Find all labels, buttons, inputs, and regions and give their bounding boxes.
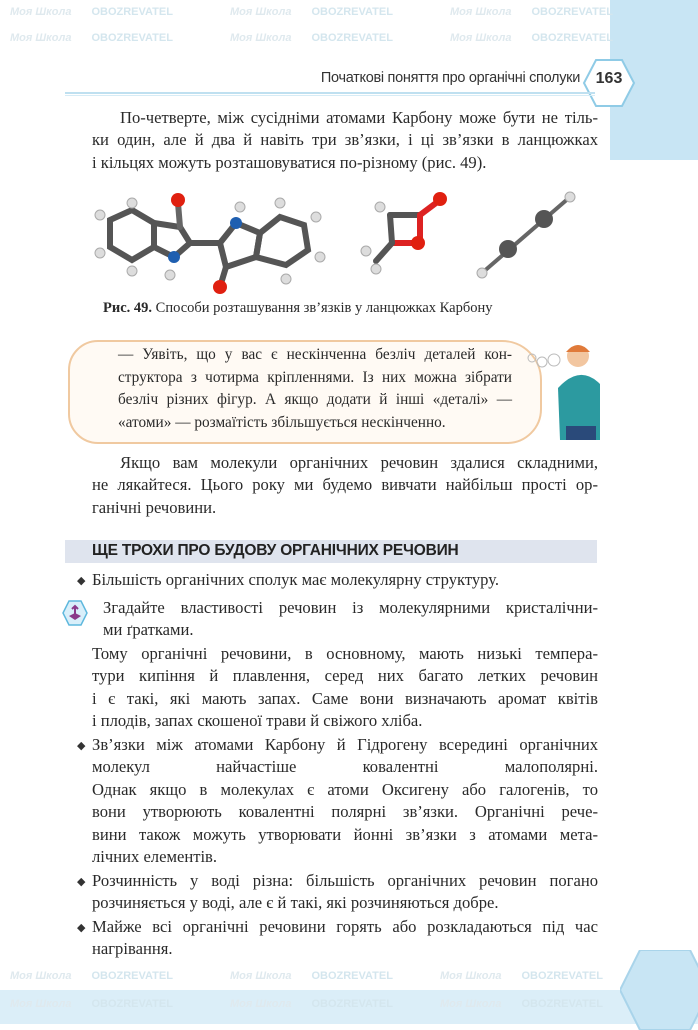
text-line: Зв’язки між атомами Карбону й Гідрогену всередині органічних	[92, 735, 598, 754]
watermark	[230, 970, 393, 983]
watermark-brand: Моя Школа	[230, 32, 292, 44]
indigo-molecule	[110, 203, 308, 287]
text-line: вини також можуть утворювати йонні зв’язки з атомами мета-	[92, 824, 598, 844]
watermark-brand: Моя Школа	[450, 32, 512, 44]
text-line: ки один, але й два й навіть три зв’язки, і ці зв’язки в ланцюжках	[92, 130, 598, 150]
text-line: і кільцях можуть розташовуватися по-різному (рис. 49).	[92, 152, 487, 172]
text-line: вони утворюють ковалентні полярні зв’язки. Органічні рече-	[92, 802, 598, 822]
text-line: тури кипіння й плавлення, серед них багато летких речовин	[92, 666, 598, 686]
text-line: ми ґратками.	[103, 620, 194, 640]
watermark	[10, 32, 173, 45]
bullet-item-3	[92, 870, 598, 915]
text-line: Тому органічні речовини, в основному, мають низькі темпера-	[92, 644, 598, 663]
watermark	[230, 6, 393, 19]
text-line: безліч різних фігур. А якщо додати й інші «деталі» —	[118, 391, 512, 408]
figure-caption-text: Способи розташування зв’язків у ланцюжках Карбону	[152, 300, 493, 316]
bottom-band	[0, 990, 698, 1024]
bullet-icon: ◆	[77, 922, 86, 934]
recall-icon	[62, 600, 88, 626]
text-line: структора з чотирма кріпленнями. Із них можна зібрати	[118, 368, 512, 386]
bullet-item-4	[92, 916, 598, 961]
watermark-brand: Моя Школа	[230, 970, 292, 982]
watermark-brand: Моя Школа	[440, 970, 502, 982]
text-line: Розчинність у воді різна: більшість органічних речовин погано	[92, 871, 598, 890]
watermark-brand: OBOZREVATEL	[91, 998, 173, 1010]
bullet-item-1	[92, 569, 598, 591]
thought-bubble-text	[118, 344, 512, 434]
text-line: — Уявіть, що у вас є нескінченна безліч деталей кон-	[118, 346, 512, 363]
paragraph-1	[92, 107, 598, 174]
bullet-icon: ◆	[77, 876, 86, 888]
paragraph-3	[92, 643, 598, 733]
figure-caption	[103, 300, 492, 317]
watermark-brand: OBOZREVATEL	[91, 970, 173, 982]
watermark-brand: OBOZREVATEL	[91, 32, 173, 44]
text-line: розчиняється у воді, але є й такі, які розчиняються добре.	[92, 893, 499, 913]
watermark-brand: Моя Школа	[10, 6, 72, 18]
bullet-icon: ◆	[77, 575, 86, 587]
text-line: Більшість органічних сполук має молекулярну структуру.	[92, 570, 500, 589]
figure-49-molecules	[70, 185, 610, 295]
text-line: молекул найчастіше ковалентні малополярні.	[92, 757, 598, 777]
text-line: По-четверте, між сусідніми атомами Карбону може бути не тіль-	[120, 108, 598, 127]
acetylene-molecule	[477, 192, 575, 278]
text-line: Якщо вам молекули органічних речовин здалися складними,	[120, 453, 598, 472]
lactone-molecule	[361, 192, 447, 274]
bullet-item-2	[92, 734, 598, 868]
paragraph-2	[92, 452, 598, 519]
page-number: 163	[595, 70, 623, 87]
text-line: і плодів, запах скошеної трави й свіжого хліба.	[92, 711, 423, 731]
watermark-brand: OBOZREVATEL	[531, 6, 613, 18]
text-line: не лякайтеся. Цього року ми будемо вивчати найбільш прості ор-	[92, 475, 598, 495]
watermark	[450, 6, 613, 19]
text-line: і є такі, які мають запах. Саме вони визначають аромат квітів	[92, 688, 598, 708]
text-line: нагрівання.	[92, 939, 173, 959]
watermark-brand: OBOZREVATEL	[521, 970, 603, 982]
watermark	[10, 6, 173, 19]
text-line: лічних елементів.	[92, 847, 218, 867]
watermark-brand: OBOZREVATEL	[311, 998, 393, 1010]
watermark-brand: Моя Школа	[230, 998, 292, 1010]
text-line: ганічні речовини.	[92, 497, 217, 517]
text-line: Однак якщо в молекулах є атоми Оксигену або галогенів, то	[92, 779, 598, 799]
watermark-brand: OBOZREVATEL	[91, 6, 173, 18]
running-title: Початкові поняття про органічні сполуки	[320, 70, 580, 86]
watermark	[10, 970, 173, 983]
bullet-icon: ◆	[77, 740, 86, 752]
recall-prompt	[103, 597, 598, 642]
text-line: Згадайте властивості речовин із молекулярними кристалічни-	[103, 598, 598, 617]
watermark-brand: Моя Школа	[10, 32, 72, 44]
section-title: ЩЕ ТРОХИ ПРО БУДОВУ ОРГАНІЧНИХ РЕЧОВИН	[92, 542, 459, 559]
watermark-brand: OBOZREVATEL	[311, 6, 393, 18]
header-divider	[65, 92, 595, 94]
watermark-brand: Моя Школа	[10, 998, 72, 1010]
watermark	[440, 970, 603, 983]
watermark-brand: Моя Школа	[230, 6, 292, 18]
header-divider-thin	[65, 95, 595, 96]
watermark-brand: OBOZREVATEL	[531, 32, 613, 44]
watermark-brand: OBOZREVATEL	[521, 998, 603, 1010]
watermark-brand: OBOZREVATEL	[311, 970, 393, 982]
text-line: Майже всі органічні речовини горять або розкладаються під час	[92, 917, 598, 936]
watermark	[230, 32, 393, 45]
text-line: «атоми» — розмаїтість збільшується нескінченно.	[118, 413, 446, 431]
watermark-brand: OBOZREVATEL	[311, 32, 393, 44]
watermark-brand: Моя Школа	[450, 6, 512, 18]
thinking-boy-illustration	[520, 340, 610, 440]
watermark-brand: Моя Школа	[440, 998, 502, 1010]
watermark-brand: Моя Школа	[10, 970, 72, 982]
figure-label: Рис. 49.	[103, 300, 153, 316]
watermark	[450, 32, 613, 45]
bottom-hexagon-decoration	[620, 950, 698, 1030]
